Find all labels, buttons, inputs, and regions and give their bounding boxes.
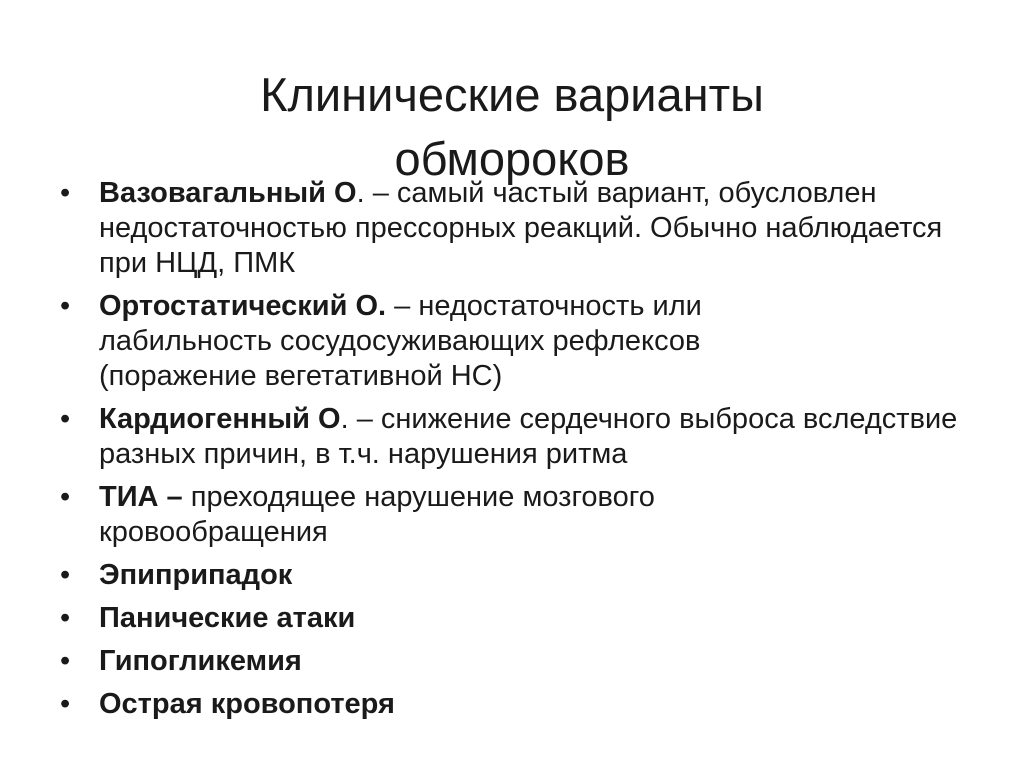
slide-title-line-2: обмороков [394,132,630,186]
bullet-marker: • [60,177,71,209]
bullet-marker: • [60,559,71,591]
bullet-term: Панические атаки [99,602,356,634]
bullet-marker: • [60,403,71,435]
bullet-term: ТИА – [99,481,183,513]
bullet-term: Острая кровопотеря [99,688,395,720]
bullet-marker: • [60,645,71,677]
bullet-item-hypoglycemia [60,644,960,679]
bullet-item-vasovagal [60,176,979,281]
bullet-marker: • [60,688,71,720]
bullet-item-cardiogenic [60,402,979,472]
bullet-text: . – снижение сердечного выброса вследствие разных причин, в т.ч. нарушения ритма [99,403,958,470]
bullet-term: Эпиприпадок [99,559,293,591]
bullet-term: Вазовагальный О [99,177,357,209]
slide-title [0,63,1024,191]
bullet-text: . – самый частый вариант, обусловлен недостаточностью прессорных реакций. Обычно наблюдается при НЦД, ПМК [99,177,943,279]
bullet-term: Кардиогенный О [99,403,341,435]
bullet-item-panic-attacks [60,601,960,636]
bullet-item-epileptic-seizure [60,558,960,593]
bullet-item-tia [60,480,819,550]
bullet-marker: • [60,481,71,513]
bullet-item-acute-blood-loss [60,687,960,722]
bullet-list [60,176,960,730]
slide-title-line-1: Клинические варианты [260,68,764,122]
bullet-term: Ортостатический О. [99,290,387,322]
bullet-text: преходящее нарушение мозгового кровообращения [99,481,655,548]
bullet-term: Гипогликемия [99,645,302,677]
bullet-marker: • [60,602,71,634]
bullet-marker: • [60,290,71,322]
bullet-item-orthostatic [60,289,859,394]
bullet-text: – недостаточность или лабильность сосудосуживающих рефлексов (поражение вегетативной НС) [99,290,702,392]
